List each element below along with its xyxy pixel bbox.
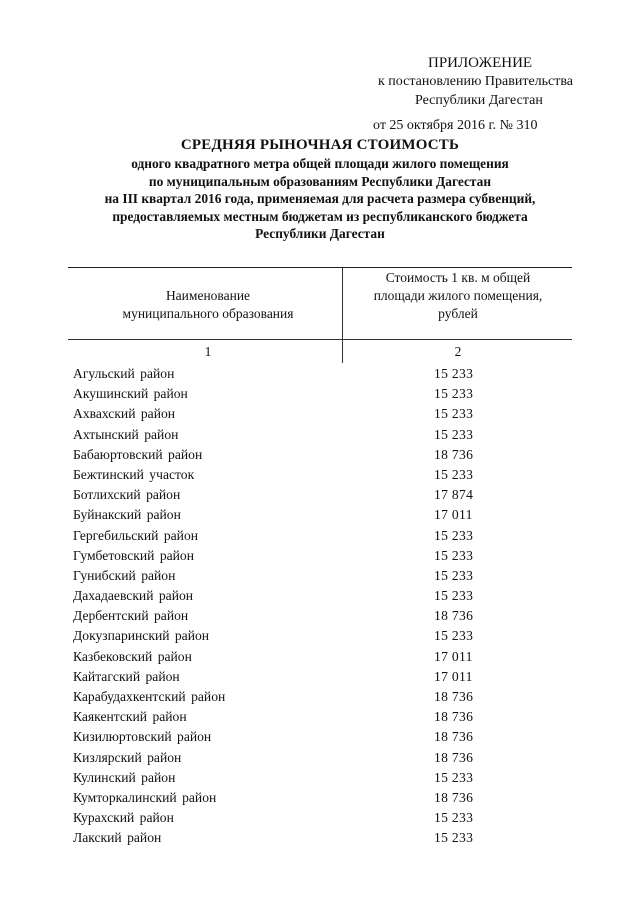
table-row xyxy=(0,505,640,525)
price-value: 18 736 xyxy=(434,789,474,805)
municipality-name: Ботлихский район xyxy=(73,487,181,503)
municipality-name: Кумторкалинский район xyxy=(73,789,217,805)
column-header-price-line3: рублей xyxy=(438,306,478,321)
municipality-name: Дахадаевский район xyxy=(73,588,194,604)
price-value: 15 233 xyxy=(434,567,474,583)
heading-line-4: на III квартал 2016 года, применяемая для расчета размера субвенций, xyxy=(104,191,536,206)
column-header-municipality xyxy=(88,287,328,323)
price-value: 15 233 xyxy=(434,466,474,482)
table-row xyxy=(0,404,640,424)
heading-line-5: предоставляемых местным бюджетам из республиканского бюджета xyxy=(112,208,528,224)
municipality-name: Кайтагский район xyxy=(73,668,180,684)
price-value: 18 736 xyxy=(434,689,474,704)
municipality-name: Лакский район xyxy=(73,830,162,846)
municipality-name: Буйнакский район xyxy=(73,507,181,523)
price-value: 15 233 xyxy=(434,810,474,826)
municipality-name: Каякентский район xyxy=(73,709,187,725)
table-row xyxy=(0,647,640,667)
municipality-name: Кулинский район xyxy=(73,769,176,785)
table-row xyxy=(0,828,640,848)
appendix-decree-line: к постановлению Правительства xyxy=(378,74,574,89)
column-header-price xyxy=(348,269,568,323)
municipality-name: Ахвахский район xyxy=(73,406,176,422)
price-value: 15 233 xyxy=(434,830,474,846)
table-row xyxy=(0,425,640,445)
heading-title: СРЕДНЯЯ РЫНОЧНАЯ СТОИМОСТЬ xyxy=(180,137,460,153)
price-value: 18 736 xyxy=(434,749,474,765)
table-header-rule xyxy=(68,339,572,340)
table-row xyxy=(0,768,640,788)
price-value: 18 736 xyxy=(434,446,474,462)
table-row xyxy=(0,465,640,485)
column-number-1: 1 xyxy=(204,344,212,359)
column-header-municipality-line2: муниципального образования xyxy=(122,306,294,321)
price-value: 17 874 xyxy=(434,487,474,503)
municipality-name: Гунибский район xyxy=(73,567,176,583)
table-row xyxy=(0,667,640,687)
price-value: 15 233 xyxy=(434,527,474,543)
table-row xyxy=(0,727,640,747)
table-row xyxy=(0,364,640,384)
municipality-name: Гергебильский район xyxy=(73,527,199,543)
document-heading xyxy=(40,136,600,243)
table-row xyxy=(0,707,640,727)
column-header-price-line1: Стоимость 1 кв. м общей xyxy=(385,270,531,285)
municipality-name: Агульский район xyxy=(73,366,175,381)
table-row xyxy=(0,606,640,626)
appendix-title: ПРИЛОЖЕНИЕ xyxy=(428,55,533,71)
table-row xyxy=(0,546,640,566)
column-number-2: 2 xyxy=(454,344,462,359)
municipality-name: Кизлярский район xyxy=(73,749,182,765)
table-row xyxy=(0,445,640,465)
table-column-divider xyxy=(342,267,343,363)
price-value: 17 011 xyxy=(434,507,473,523)
table-row xyxy=(0,586,640,606)
price-value: 15 233 xyxy=(434,386,474,402)
column-header-municipality-line1: Наименование xyxy=(165,288,251,303)
municipality-name: Акушинский район xyxy=(73,386,188,402)
price-value: 18 736 xyxy=(434,729,474,745)
price-value: 18 736 xyxy=(434,709,474,725)
price-value: 17 011 xyxy=(434,668,473,684)
appendix-date-line: от 25 октября 2016 г. № 310 xyxy=(373,118,538,133)
municipality-name: Кизилюртовский район xyxy=(73,729,212,745)
municipality-name: Казбековский район xyxy=(73,648,192,664)
municipality-name: Бежтинский участок xyxy=(73,466,195,482)
table-row xyxy=(0,687,640,707)
price-value: 15 233 xyxy=(434,628,474,644)
price-value: 15 233 xyxy=(434,426,474,442)
price-value: 17 011 xyxy=(434,648,473,664)
appendix-republic-line: Республики Дагестан xyxy=(415,93,543,108)
price-value: 15 233 xyxy=(434,547,474,563)
heading-line-3: по муниципальным образованиям Республики Дагестан xyxy=(148,173,492,189)
price-value: 15 233 xyxy=(434,588,474,604)
table-row xyxy=(0,384,640,404)
table-row xyxy=(0,526,640,546)
municipality-name: Курахский район xyxy=(73,810,174,826)
price-value: 15 233 xyxy=(434,769,474,785)
municipality-name: Бабаюртовский район xyxy=(73,446,203,462)
table-row xyxy=(0,788,640,808)
table-row xyxy=(0,566,640,586)
municipality-name: Докузпаринский район xyxy=(73,628,210,644)
heading-line-6: Республики Дагестан xyxy=(255,226,385,241)
table-row xyxy=(0,485,640,505)
price-value: 18 736 xyxy=(434,608,474,624)
table-row xyxy=(0,626,640,646)
municipality-name: Гумбетовский район xyxy=(73,547,194,563)
table-row xyxy=(0,748,640,768)
column-header-price-line2: площади жилого помещения, xyxy=(373,288,543,303)
table-top-rule xyxy=(68,267,572,268)
table-row xyxy=(0,808,640,828)
municipality-name: Дербентский район xyxy=(73,608,189,624)
heading-line-2: одного квадратного метра общей площади жилого помещения xyxy=(131,156,509,171)
municipality-name: Карабудахкентский район xyxy=(73,689,226,704)
price-value: 15 233 xyxy=(434,406,474,422)
price-value: 15 233 xyxy=(434,366,474,381)
municipality-name: Ахтынский район xyxy=(73,426,179,442)
table-body xyxy=(0,364,640,849)
